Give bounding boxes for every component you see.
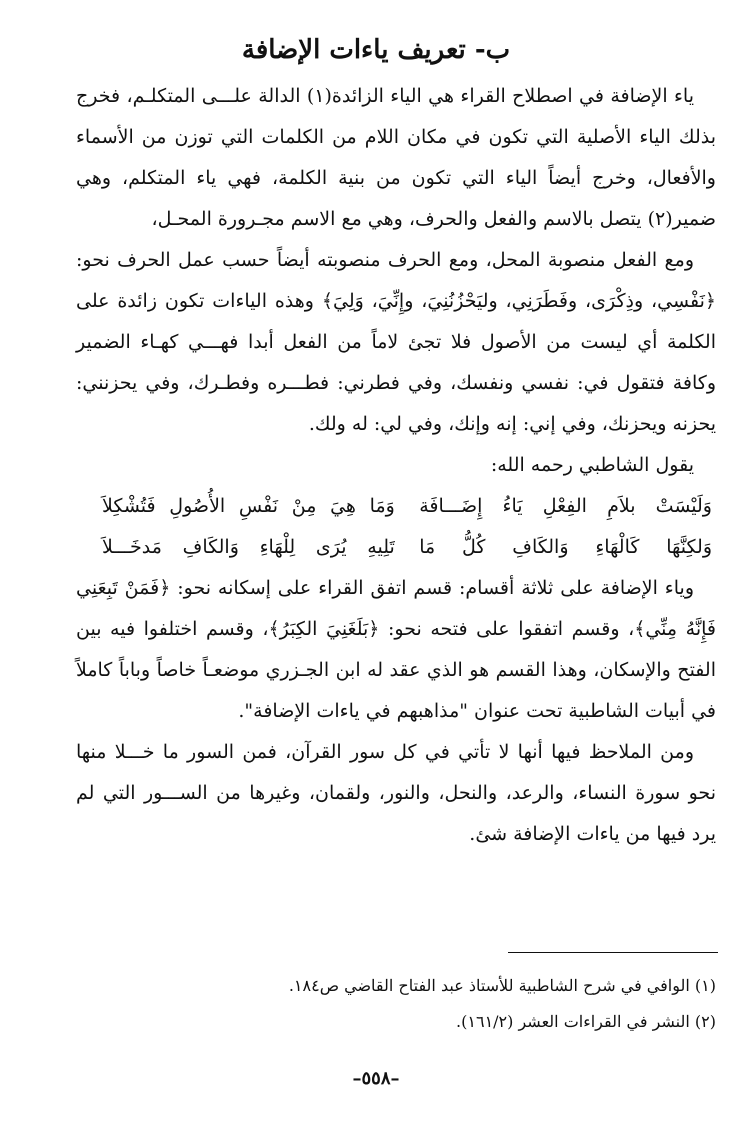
page-number: –٥٥٨–: [352, 1068, 400, 1089]
paragraph-shatibi-intro: يقول الشاطبي رحمه الله:: [490, 454, 694, 476]
poem-second-hemistich: وَمَا هِيَ مِنْ نَفْسِ الأُصُولِ فَتُشْكِلاَ: [102, 495, 395, 517]
footnote: (١) الوافي في شرح الشاطبية للأستاذ عبد الفتاح القاضي ص١٨٤.: [288, 976, 716, 995]
body-text: [76, 76, 716, 855]
footnote: (٢) النشر في القراءات العشر (١٦١/٢).: [456, 1012, 716, 1031]
poem-first-hemistich: وَلَيْسَتْ بلاَمِ الفِعْلِ يَاءُ إِضَـــافَة: [419, 495, 712, 517]
section-title: ب- تعريف ياءات الإضافة: [241, 35, 511, 65]
paragraph-observation: ومن الملاحظ فيها أنها لا تأتي في كل سور القرآن، فمن السور ما خـــلا منها نحو سورة النساء، والرعد، والنحل، والنور، ولقمان، وغيرها من الســـور التي لم يرد فيها من ياءات الإضافة شئ.: [76, 741, 716, 845]
poem-first-hemistich: وَلكِنَّهَا كَالْهَاءِ وَالكَافِ كُلُّ مَا: [419, 536, 712, 558]
poem-second-hemistich: تَلِيهِ يُرَى لِلْهَاءِ وَالكَافِ مَدخَـــلاَ: [102, 536, 395, 558]
poem-verse: [76, 527, 716, 568]
footnote-divider: [508, 952, 718, 953]
poem: [76, 486, 716, 568]
poem-verse: [76, 486, 716, 527]
paragraph-categories: وياء الإضافة على ثلاثة أقسام: قسم اتفق القراء على إسكانه نحو: ﴿فَمَنْ تَبِعَنِي فَإِنَّهُ مِنِّي﴾، وقسم اتفقوا على فتحه نحو: ﴿بَلَغَنِيَ الكِبَرُ﴾، وقسم اختلفوا فيه بين الفتح والإسكان، وهذا القسم هو الذي عقد له ابن الجـزري موضعـاً خاصاً وباباً كاملاً في أبيات الشاطبية تحت عنوان "مذاهبهم في ياءات الإضافة".: [76, 577, 716, 722]
paragraph-examples: ومع الفعل منصوبة المحل، ومع الحرف منصوبته أيضاً حسب عمل الحرف نحو: ﴿نَفْسِي، وذِكْرَى، وفَطَرَنِي، وليَحْزُنُنِيَ، وإِنِّيَ، وَلِيَ﴾ وهذه الياءات تكون زائدة على الكلمة أي ليست من الأصول فلا تجئ لاماً من الفعل أبدا فهـــي كهـاء الضمير وكافة فتقول في: نفسي ونفسك، وفي فطرني: فطـــره وفطـرك، وفي يحزنني: يحزنه ويحزنك، وفي إني: إنه وإنك، وفي لي: له ولك.: [76, 249, 716, 435]
footnotes: [76, 968, 716, 1040]
paragraph-definition: ياء الإضافة في اصطلاح القراء هي الياء الزائدة(١) الدالة علـــى المتكلـم، فخرج بذلك الياء الأصلية التي تكون في مكان اللام من الكلمات التي توزن من الأسماء والأفعال، وخرج أيضاً الياء التي تكون من بنية الكلمة، فهي ياء المتكلم، وهي ضمير(٢) يتصل بالاسم والفعل والحرف، وهي مع الاسم مجـرورة المحـل،: [76, 85, 716, 230]
